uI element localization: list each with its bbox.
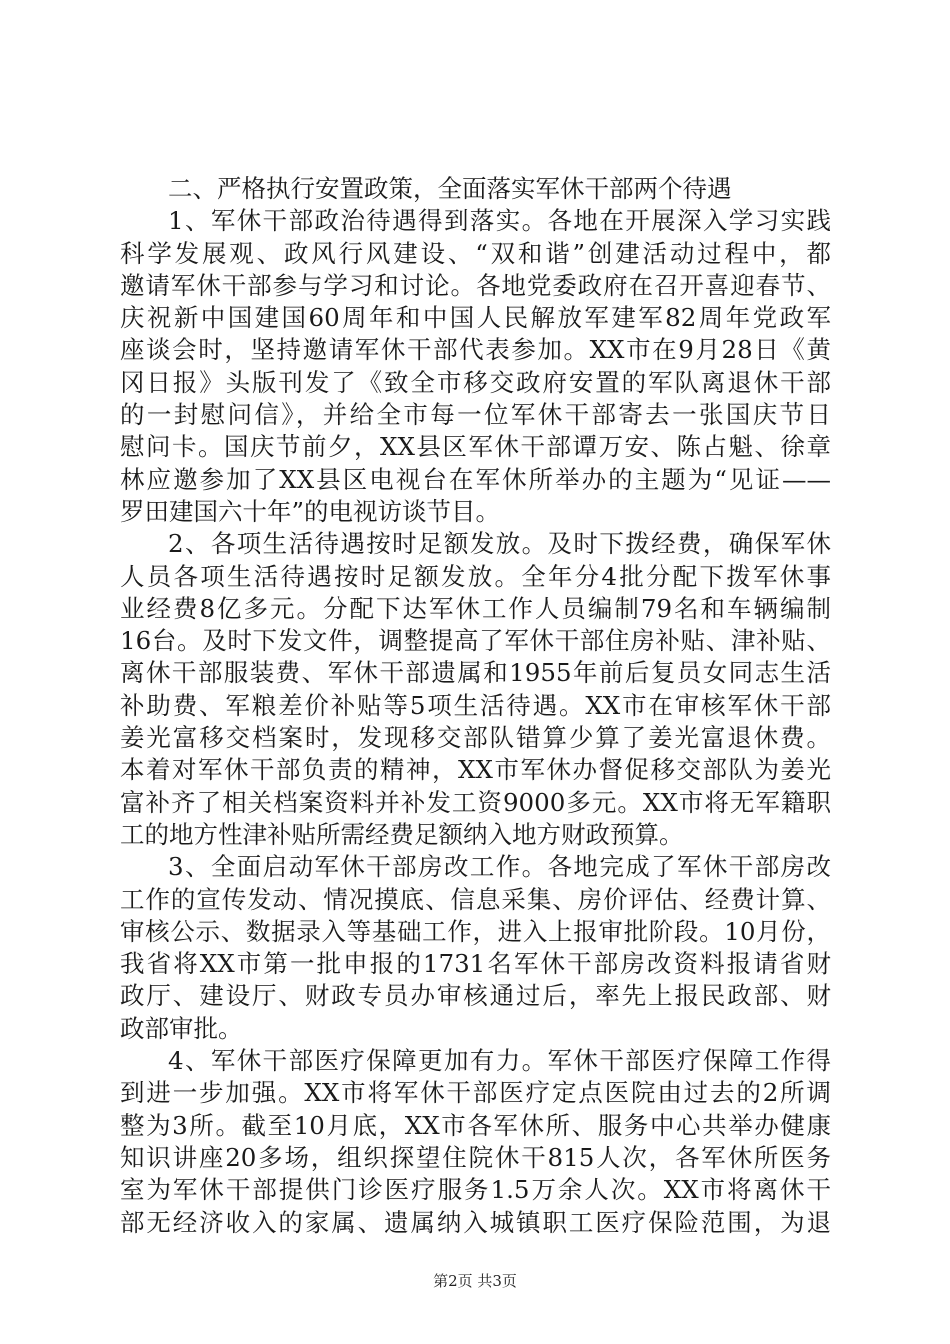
text-line: 富补齐了相关档案资料并补发工资9000多元。XX市将无军籍职 xyxy=(120,787,831,817)
text-line: 科学发展观、政风行风建设、“双和谐”创建活动过程中，都 xyxy=(120,238,831,268)
text-line: 1、军休干部政治待遇得到落实。各地在开展深入学习实践 xyxy=(168,206,831,236)
text-line: 工的地方性津补贴所需经费足额纳入地方财政预算。 xyxy=(120,819,684,849)
text-line: 本着对军休干部负责的精神，XX市军休办督促移交部队为姜光 xyxy=(120,755,831,785)
text-line: 部无经济收入的家属、遗属纳入城镇职工医疗保险范围，为退 xyxy=(120,1207,831,1237)
text-line: 16台。及时下发文件，调整提高了军休干部住房补贴、津补贴、 xyxy=(120,626,831,656)
text-line: 审核公示、数据录入等基础工作，进入上报审批阶段。10月份， xyxy=(120,916,831,946)
text-line: 邀请军休干部参与学习和讨论。各地党委政府在召开喜迎春节、 xyxy=(120,270,831,300)
text-line: 庆祝新中国建国60周年和中国人民解放军建军82周年党政军 xyxy=(120,303,831,333)
text-line: 姜光富移交档案时，发现移交部队错算少算了姜光富退休费。 xyxy=(120,723,831,753)
page-number-label: 第2页 共3页 xyxy=(433,1272,517,1290)
text-line: 罗田建国六十年”的电视访谈节目。 xyxy=(120,496,501,526)
text-line: 离休干部服装费、军休干部遗属和1955年前后复员女同志生活 xyxy=(120,658,831,688)
text-line: 补助费、军粮差价补贴等5项生活待遇。XX市在审核军休干部 xyxy=(120,690,831,720)
text-line: 政部审批。 xyxy=(120,1013,243,1043)
document-body xyxy=(120,173,831,1239)
text-line: 到进一步加强。XX市将军休干部医疗定点医院由过去的2所调 xyxy=(120,1078,831,1108)
text-line: 2、各项生活待遇按时足额发放。及时下拨经费，确保军休 xyxy=(168,529,831,559)
text-line: 知识讲座20多场，组织探望住院休干815人次，各军休所医务 xyxy=(120,1142,831,1172)
page-footer xyxy=(0,1271,950,1291)
text-line: 座谈会时，坚持邀请军休干部代表参加。XX市在9月28日《黄 xyxy=(120,335,831,365)
text-line: 二、严格执行安置政策，全面落实军休干部两个待遇 xyxy=(168,174,732,203)
text-line: 3、全面启动军休干部房改工作。各地完成了军休干部房改 xyxy=(168,852,831,882)
text-line: 我省将XX市第一批申报的1731名军休干部房改资料报请省财 xyxy=(120,949,831,979)
text-line: 整为3所。截至10月底，XX市各军休所、服务中心共举办健康 xyxy=(120,1110,831,1140)
text-line: 人员各项生活待遇按时足额发放。全年分4批分配下拨军休事 xyxy=(120,561,831,591)
text-line: 冈日报》头版刊发了《致全市移交政府安置的军队离退休干部 xyxy=(120,367,831,397)
text-line: 政厅、建设厅、财政专员办审核通过后，率先上报民政部、财 xyxy=(120,981,831,1011)
text-line: 业经费8亿多元。分配下达军休工作人员编制79名和车辆编制 xyxy=(120,593,831,623)
text-line: 林应邀参加了XX县区电视台在军休所举办的主题为“见证—— xyxy=(120,464,831,494)
text-line: 工作的宣传发动、情况摸底、信息采集、房价评估、经费计算、 xyxy=(120,884,831,914)
text-line: 4、军休干部医疗保障更加有力。军休干部医疗保障工作得 xyxy=(168,1046,831,1076)
text-line: 室为军休干部提供门诊医疗服务1.5万余人次。XX市将离休干 xyxy=(120,1175,831,1205)
text-line: 的一封慰问信》，并给全市每一位军休干部寄去一张国庆节日 xyxy=(120,400,831,430)
text-line: 慰问卡。国庆节前夕，XX县区军休干部谭万安、陈占魁、徐章 xyxy=(120,432,831,462)
